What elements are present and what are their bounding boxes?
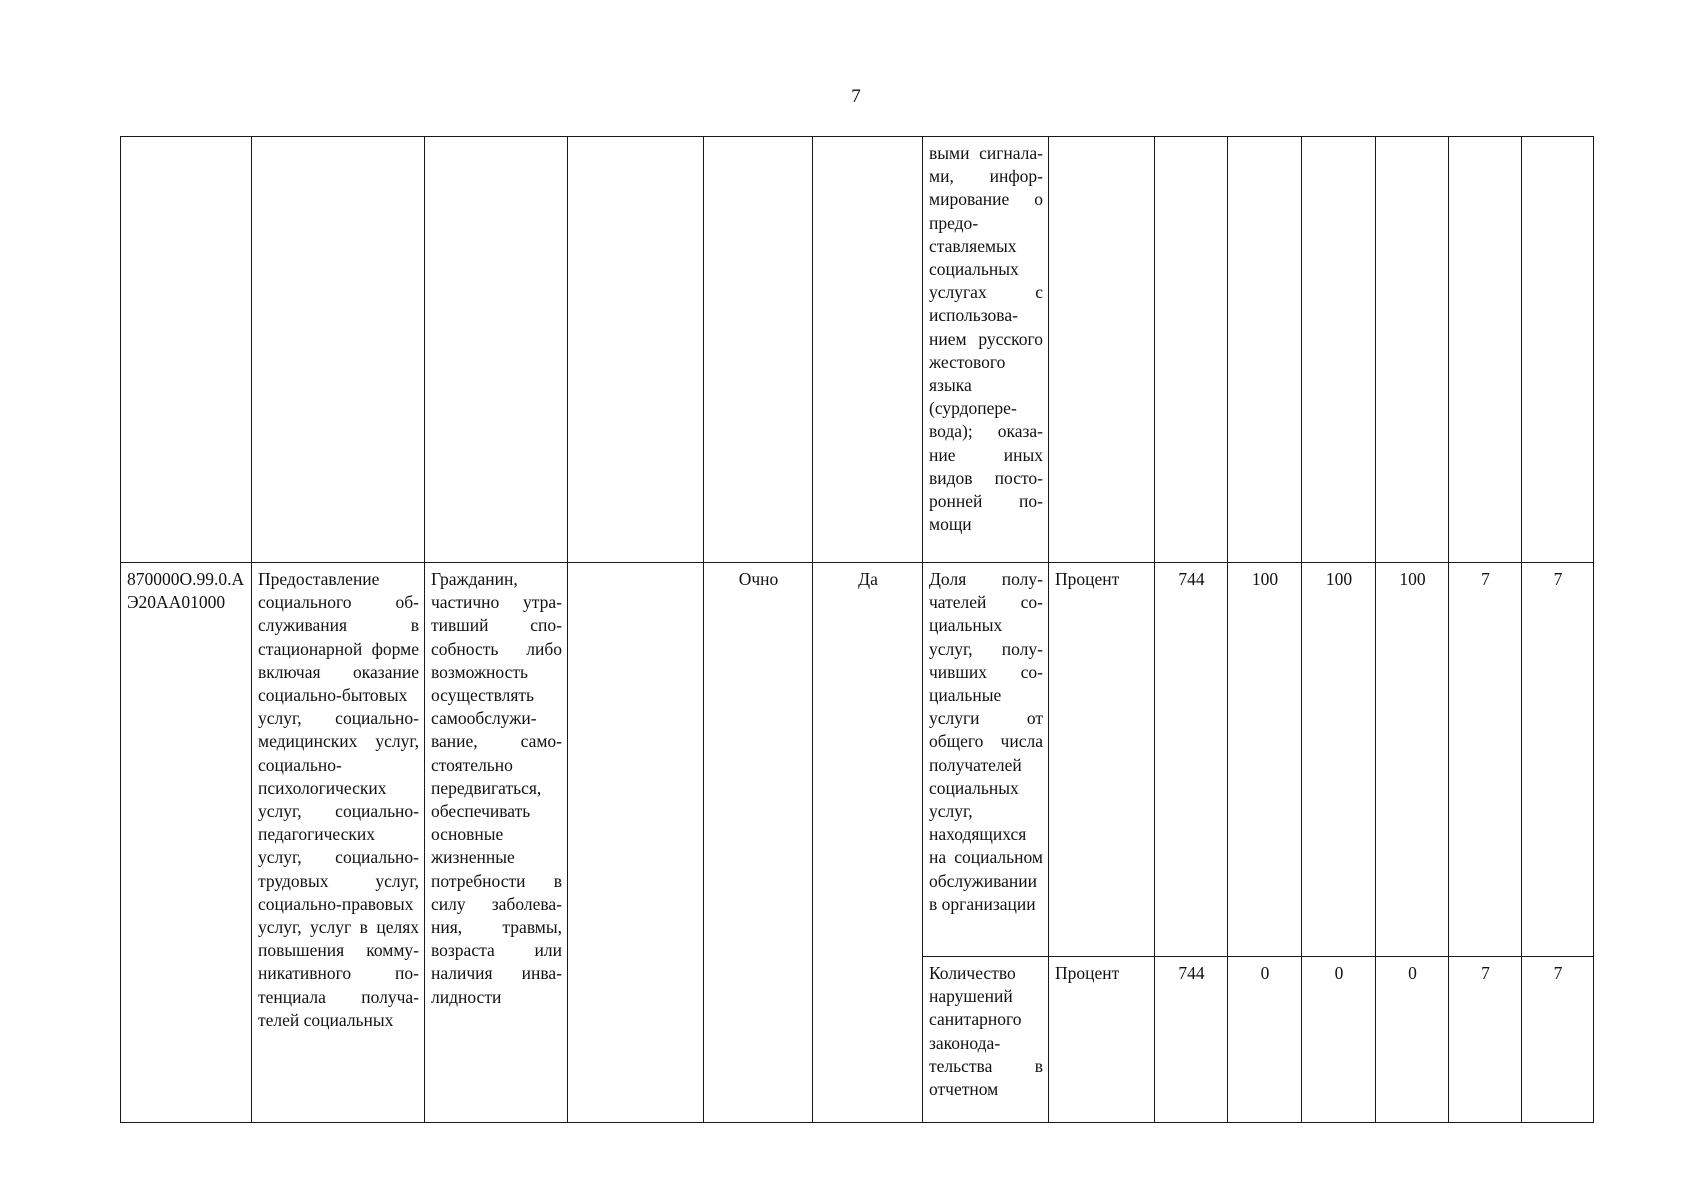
cell-form-empty bbox=[704, 137, 813, 563]
cell-okei-empty bbox=[1155, 137, 1228, 563]
cell-condition-empty bbox=[568, 137, 704, 563]
cell-value-2-empty bbox=[1302, 137, 1376, 563]
cell-deviation-2-empty bbox=[1522, 137, 1594, 563]
entry-row-indicator-1 bbox=[121, 563, 1594, 957]
cell-indicator-name: Количество нарушений санитарного законодательства в отчетном bbox=[923, 957, 1049, 1123]
cell-recipient-category: Гражданин, частично утративший способность либо возможность осуществлять самообслуживание, самостоятельно передвигаться, обеспечивать основные жизненные потребности в силу заболевания, травмы, возраста или наличия инвалидности bbox=[425, 563, 568, 1123]
cell-deviation-2: 7 bbox=[1522, 957, 1594, 1123]
cell-value-1: 0 bbox=[1228, 957, 1302, 1123]
cell-value-1-empty bbox=[1228, 137, 1302, 563]
cell-unit: Процент bbox=[1049, 957, 1155, 1123]
cell-indicator-continued: выми сигналами, информирование о предоставляемых социальных услугах с использованием русского жестового языка (сурдоперевода); оказание иных видов посторонней помощи bbox=[923, 137, 1049, 563]
cell-value-1: 100 bbox=[1228, 563, 1302, 957]
continuation-row bbox=[121, 137, 1594, 563]
cell-condition bbox=[568, 563, 704, 1123]
cell-registry-code: 870000О.99.0.АЭ20АА01000 bbox=[121, 563, 252, 1123]
cell-value-2: 0 bbox=[1302, 957, 1376, 1123]
cell-service-content: Предоставление социального обслуживания в стационарной форме включая оказание социально-бытовых услуг, социально-медицинских услуг, социально-психологических услуг, социально-педагогических услуг, социально-трудовых услуг, социально-правовых услуг, услуг в целях повышения коммуникативного потенциала получателей социальных bbox=[252, 563, 425, 1123]
state-assignment-table bbox=[120, 136, 1594, 1123]
cell-unit-empty bbox=[1049, 137, 1155, 563]
cell-deviation-2: 7 bbox=[1522, 563, 1594, 957]
cell-service-content-empty bbox=[252, 137, 425, 563]
cell-indicator-name: Доля получателей социальных услуг, получивших социальные услуги от общего числа получателей социальных услуг, находящихся на социальном обслуживании в организации bbox=[923, 563, 1049, 957]
cell-flag-empty bbox=[813, 137, 923, 563]
cell-recipient-category-empty bbox=[425, 137, 568, 563]
cell-form: Очно bbox=[704, 563, 813, 1123]
page-number: 7 bbox=[851, 86, 861, 107]
cell-registry-code-empty bbox=[121, 137, 252, 563]
cell-value-3: 100 bbox=[1376, 563, 1449, 957]
cell-flag: Да bbox=[813, 563, 923, 1123]
cell-okei-code: 744 bbox=[1155, 957, 1228, 1123]
cell-value-3-empty bbox=[1376, 137, 1449, 563]
cell-deviation-1-empty bbox=[1449, 137, 1522, 563]
cell-deviation-1: 7 bbox=[1449, 563, 1522, 957]
cell-value-3: 0 bbox=[1376, 957, 1449, 1123]
cell-deviation-1: 7 bbox=[1449, 957, 1522, 1123]
cell-okei-code: 744 bbox=[1155, 563, 1228, 957]
cell-unit: Процент bbox=[1049, 563, 1155, 957]
cell-value-2: 100 bbox=[1302, 563, 1376, 957]
